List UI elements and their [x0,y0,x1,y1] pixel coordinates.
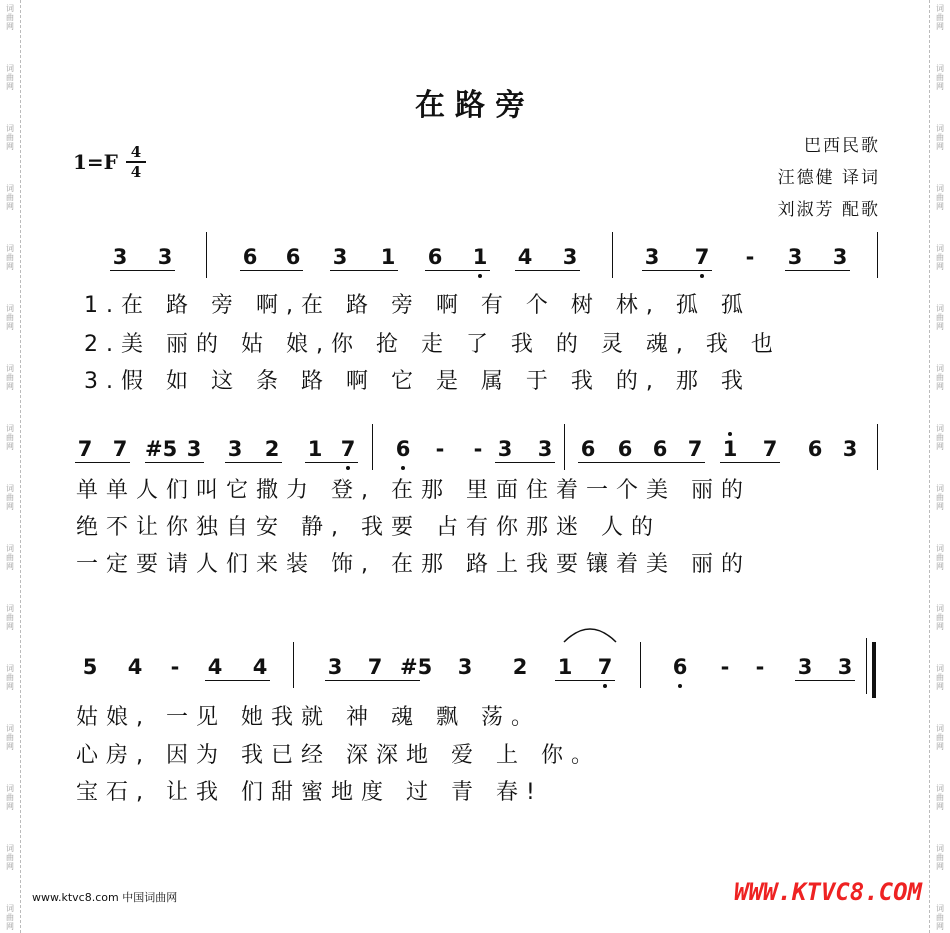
bar-line [872,642,876,698]
watermark-mark: 词 曲 网 [936,184,944,211]
watermark-mark: 词 曲 网 [6,544,14,571]
note: 4 [207,655,223,679]
footer-logo-text: WWW.KTVC8.COM [734,878,922,906]
note: 3 [787,245,803,269]
watermark-mark: 词 曲 网 [936,544,944,571]
footer-site-text: www.ktvc8.com 中国词曲网 [32,891,178,904]
watermark-mark: 词 曲 网 [6,844,14,871]
lyric-line: 3.假 如 这 条 路 啊 它 是 属 于 我 的, 那 我 [84,369,751,394]
credits [778,130,880,226]
note: 4 [252,655,268,679]
watermark-mark: 词 曲 网 [936,844,944,871]
credit-origin: 巴西民歌 [804,136,880,156]
note: 4 [517,245,533,269]
beam-underline [205,680,270,681]
note: 7 [762,437,778,461]
note: 3 [457,655,473,679]
lyric-line: 一定要请人们来装 饰, 在那 路上我要镶着美 丽的 [76,552,751,577]
note: 2 [512,655,528,679]
note: 7 [687,437,703,461]
beam-underline [75,462,130,463]
beam-underline [330,270,398,271]
watermark-mark: 词 曲 网 [936,304,944,331]
watermark-mark: 词 曲 网 [6,664,14,691]
note: - [473,437,483,461]
beam-underline [650,462,705,463]
watermark-mark: 词 曲 网 [6,424,14,451]
note: 3 [112,245,128,269]
note: 4 [127,655,143,679]
bar-line [612,232,613,278]
note: 1 [722,437,738,461]
time-signature-bottom: 4 [130,163,142,181]
note: - [170,655,180,679]
note: 6 [427,245,443,269]
watermark-mark: 词 曲 网 [6,484,14,511]
watermark-mark: 词 曲 网 [936,484,944,511]
beam-underline [795,680,855,681]
watermark-mark: 词 曲 网 [936,364,944,391]
right-watermark-strip [929,0,950,933]
watermark-mark: 词 曲 网 [6,784,14,811]
lyric-line: 绝不让你独自安 静, 我要 占有你那迷 人的 [76,515,661,540]
watermark-mark: 词 曲 网 [936,64,944,91]
watermark-mark: 词 曲 网 [936,664,944,691]
watermark-mark: 词 曲 网 [6,904,14,931]
slur-mark [560,624,620,644]
note: - [435,437,445,461]
note: 6 [807,437,823,461]
note: 6 [672,655,688,679]
bar-line [372,424,373,470]
lyric-line: 心房, 因为 我已经 深深地 爱 上 你。 [76,743,601,768]
note: 7 [112,437,128,461]
note: 3 [837,655,853,679]
octave-dot-below [346,466,350,470]
note: 2 [264,437,280,461]
note: 3 [537,437,553,461]
note: 6 [285,245,301,269]
note: 3 [562,245,578,269]
watermark-mark: 词 曲 网 [6,364,14,391]
note: 1 [557,655,573,679]
lyric-line: 姑娘, 一见 她我就 神 魂 飘 荡。 [76,705,541,730]
watermark-mark: 词 曲 网 [6,124,14,151]
beam-underline [425,270,490,271]
time-signature-top: 4 [130,143,142,161]
beam-underline [555,680,615,681]
note: 7 [597,655,613,679]
credit-arranger: 刘淑芳 配歌 [777,200,880,220]
beam-underline [240,270,303,271]
octave-dot-above [728,432,732,436]
bar-line [564,424,565,470]
note: 7 [340,437,356,461]
note: 6 [652,437,668,461]
note: 6 [580,437,596,461]
watermark-mark: 词 曲 网 [936,4,944,31]
octave-dot-below [401,466,405,470]
note: 5 [82,655,98,679]
lyric-line: 2.美 丽的 姑 娘,你 抢 走 了 我 的 灵 魂, 我 也 [84,332,781,357]
note: 3 [186,437,202,461]
note: 7 [77,437,93,461]
note: 1 [472,245,488,269]
watermark-mark: 词 曲 网 [936,604,944,631]
watermark-mark: 词 曲 网 [6,184,14,211]
octave-dot-below [603,684,607,688]
note: 3 [842,437,858,461]
key-signature: 1=F [73,150,118,174]
note: 6 [242,245,258,269]
note: 1 [307,437,323,461]
note: 7 [694,245,710,269]
beam-underline [225,462,282,463]
bar-line [877,232,878,278]
watermark-mark: 词 曲 网 [936,244,944,271]
lyric-line: 1.在 路 旁 啊,在 路 旁 啊 有 个 树 林, 孤 孤 [84,293,751,318]
beam-underline [325,680,420,681]
watermark-mark: 词 曲 网 [6,724,14,751]
note: 3 [644,245,660,269]
watermark-mark: 词 曲 网 [6,244,14,271]
watermark-mark: 词 曲 网 [936,724,944,751]
bar-line [293,642,294,688]
note: 3 [157,245,173,269]
note: 3 [797,655,813,679]
footer-site-logo [734,878,922,906]
note: 6 [617,437,633,461]
credit-lyricist: 汪德健 译词 [777,168,880,188]
note: - [720,655,730,679]
octave-dot-below [478,274,482,278]
watermark-mark: 词 曲 网 [936,424,944,451]
bar-line [206,232,207,278]
note: 1 [380,245,396,269]
note: #5 [400,655,433,679]
note: 7 [367,655,383,679]
beam-underline [305,462,358,463]
lyric-line: 宝石, 让我 们甜蜜地度 过 青 春! [76,780,543,805]
beam-underline [578,462,670,463]
beam-underline [785,270,850,271]
note: 3 [227,437,243,461]
watermark-mark: 词 曲 网 [936,784,944,811]
note: 3 [327,655,343,679]
watermark-mark: 词 曲 网 [6,64,14,91]
beam-underline [642,270,712,271]
watermark-mark: 词 曲 网 [6,604,14,631]
note: #5 [145,437,178,461]
watermark-mark: 词 曲 网 [936,904,944,931]
beam-underline [495,462,555,463]
time-signature [126,144,146,180]
octave-dot-below [700,274,704,278]
watermark-mark: 词 曲 网 [6,4,14,31]
left-watermark-strip [0,0,21,933]
bar-line [877,424,878,470]
bar-line [640,642,641,688]
note: 3 [497,437,513,461]
note: - [745,245,755,269]
beam-underline [515,270,580,271]
note: 3 [832,245,848,269]
octave-dot-below [678,684,682,688]
watermark-mark: 词 曲 网 [6,304,14,331]
song-title: 在路旁 [415,88,535,123]
lyric-line: 单单人们叫它撒力 登, 在那 里面住着一个美 丽的 [76,478,751,503]
note: - [755,655,765,679]
beam-underline [145,462,204,463]
final-bar-thin [866,638,867,694]
note: 6 [395,437,411,461]
watermark-mark: 词 曲 网 [936,124,944,151]
beam-underline [110,270,175,271]
note: 3 [332,245,348,269]
beam-underline [720,462,780,463]
